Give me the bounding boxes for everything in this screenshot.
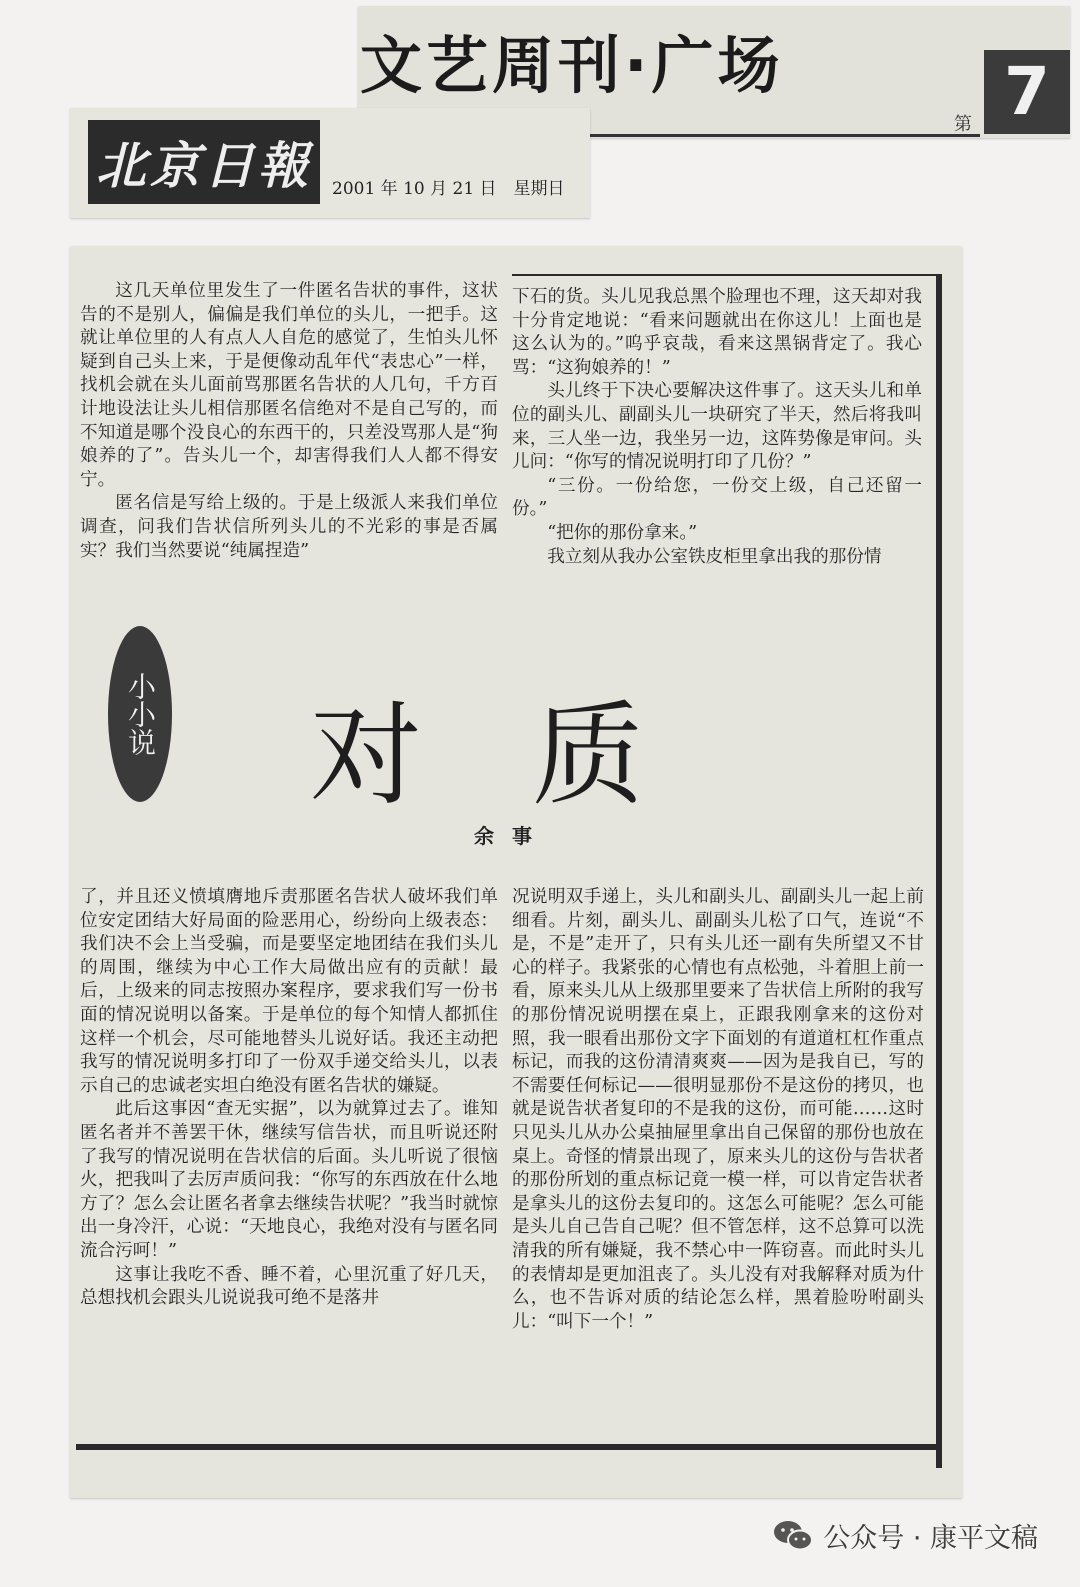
paragraph: “把你的那份拿来。” [547,522,698,543]
paragraph: 这几天单位里发生了一件匿名告状的事件，这状告的不是别人，偏偏是我们单位的头儿，一把手。这就让单位里的人有点人人自危的感觉了，生怕头儿怀疑到自己头上来，于是便像动乱年代“表忠心”一样，找机会就在头儿面前骂那匿名告状的人几句，千方百计地设法让头儿相信那匿名信绝对不是自己写的，而不知道是哪个没良心的东西干的，只差没骂那人是“狗娘养的了”。告头儿一个，却害得我们人人都不得安宁。 [80,281,498,490]
column-bottom-left [80,886,498,1311]
page-prefix: 第 [954,114,972,135]
section-title: 文艺周刊·广场 [360,29,784,102]
column-top-right [512,286,922,569]
paragraph: 了，并且还义愤填膺地斥责那匿名告状人破坏我们单位安定团结大好局面的险恶用心，纷纷向上级表态：我们决不会上当受骗，而是要坚定地团结在我们头儿的周围，继续为中心工作大局做出应有的贡献！最后，上级来的同志按照办案程序，要求我们写一份书面的情况说明以备案。于是单位的每个知情人都抓住这样一个机会，尽可能地替头儿说好话。我还主动把我写的情况说明多打印了一份双手递交给头儿，以表示自己的忠诚老实坦白绝没有匿名告状的嫌疑。 [80,887,498,1096]
article-clipping [70,246,962,1498]
masthead-clipping [70,108,590,218]
frame-rule-top [512,274,938,276]
frame-rule-right [936,274,942,1468]
column-top-left [80,280,498,563]
column-bottom-right [512,886,924,1334]
page-number: 7 [984,50,1070,134]
paragraph: 此后这事因“查无实据”，以为就算过去了。谁知匿名者并不善罢干休，继续写信告状，而且听说还附了我写的情况说明在告状信的后面。头儿听说了很恼火，把我叫了去厉声质问我：“你写的东西放在什么地方了？怎么会让匿名者拿去继续告状呢？”我当时就惊出一身冷汗，心说：“天地良心，我绝对没有与匿名同流合污呵！” [80,1099,498,1261]
wechat-icon [773,1519,813,1553]
story-title: 对质 [310,691,754,821]
column-tag-badge: 小小说 [108,626,172,802]
paragraph: 这事让我吃不香、睡不着，心里沉重了好几天，总想找机会跟头儿说说我可绝不是落井 [80,1264,498,1309]
watermark [773,1516,1038,1555]
issue-date: 2001 年 10 月 21 日 星期日 [332,179,565,199]
paragraph: 头儿终于下决心要解决这件事了。这天头儿和单位的副头儿、副副头儿一块研究了半天，然后将我叫来，三人坐一边，我坐另一边，这阵势像是审问。头儿问：“你写的情况说明打印了几份？” [512,381,922,473]
frame-rule-bottom [76,1444,942,1450]
author-byline: 余事 [474,824,550,848]
paragraph: 况说明双手递上，头儿和副头儿、副副头儿一起上前细看。片刻，副头儿、副副头儿松了口气，连说“不是，不是”走开了，只有头儿还一副有失所望又不甘心的样子。我紧张的心情也有点松弛，斗着胆上前一看，原来头儿从上级那里要来了告状信上所附的我写的那份情况说明摆在桌上，正跟我刚拿来的这份对照，我一眼看出那份文字下面划的有道道杠杠作重点标记，而我的这份清清爽爽——因为是我自已，写的不需要任何标记——很明显那份不是这份的拷贝，也就是说告状者复印的不是我的这份，而可能……这时只见头儿从办公桌抽屉里拿出自己保留的那份也放在桌上。奇怪的情景出现了，原来头儿的这份与告状者的那份所划的重点标记竟一模一样，可以肯定告状者是拿头儿的这份去复印的。这怎么可能呢？怎么可能是头儿自己告自己呢？但不管怎样，这不总算可以洗清我的所有嫌疑，我不禁心中一阵窃喜。而此时头儿的表情却是更加沮丧了。头儿没有对我解释对质为什么，也不告诉对质的结论怎么样，黑着脸吩咐副头儿：“叫下一个！” [512,887,924,1332]
paragraph: 下石的货。头儿见我总黑个脸理也不理，这天却对我十分肯定地说：“看来问题就出在你这儿！上面也是这么认为的。”呜乎哀哉，看来这黑锅背定了。我心骂：“这狗娘养的！” [512,287,922,378]
paragraph: 我立刻从我办公室铁皮柜里拿出我的那份情 [547,546,882,567]
paragraph: 匿名信是写给上级的。于是上级派人来我们单位调查，问我们告状信所列头儿的不光彩的事是否属实？我们当然要说“纯属捏造” [80,493,498,561]
watermark-text: 公众号 · 康平文稿 [823,1523,1038,1554]
newspaper-logo: 北京日報 [88,120,320,204]
paragraph: “三份。一份给您，一份交上级，自己还留一份。” [512,475,922,520]
